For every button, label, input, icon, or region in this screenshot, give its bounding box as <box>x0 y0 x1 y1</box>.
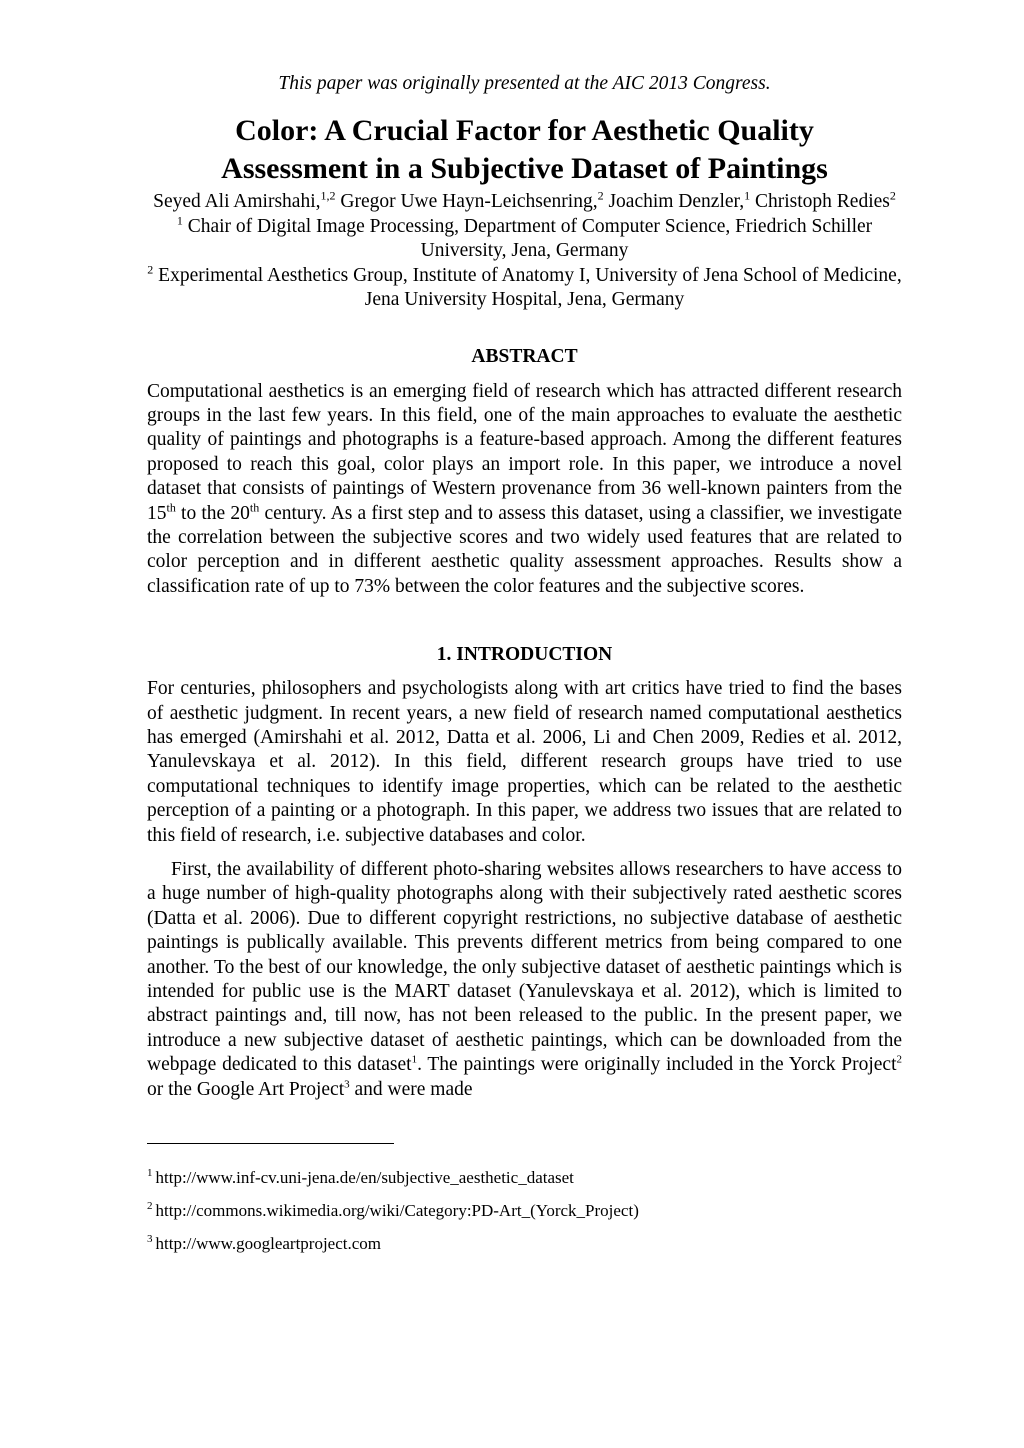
abstract-text: to the 20 <box>175 502 250 524</box>
author-name: Gregor Uwe Hayn-Leichsenring, <box>340 191 598 212</box>
author-affiliation-mark: 1,2 <box>320 188 336 203</box>
abstract-text: Computational aesthetics is an emerging field of research which has attracted different research groups in the last few years. In this field, one of the main approaches to evaluate the aesthetic quality of paintings and photographs is a feature-based approach. Among the different features proposed to reach this goal, color plays an import role. In this paper, we introduce a novel dataset that consists of paintings of Western provenance from 36 well-known painters from the 15 <box>147 380 902 524</box>
affiliation-text: Experimental Aesthetics Group, Institute of Anatomy I, University of Jena School of Medicine, Jena University Hospital, Jena, Germany <box>158 264 902 310</box>
footnote-reference: 1 <box>411 1053 418 1066</box>
footnote-1 <box>147 1168 902 1188</box>
footnote-url[interactable]: http://www.googleartproject.com <box>155 1234 382 1254</box>
affiliation-mark: 1 <box>176 213 183 227</box>
author-name: Joachim Denzler, <box>608 191 745 212</box>
footnote-reference: 2 <box>896 1053 903 1066</box>
affiliation-text: Chair of Digital Image Processing, Department of Computer Science, Friedrich Schiller University, Jena, Germany <box>187 215 873 261</box>
footnote-mark: 3 <box>147 1233 153 1246</box>
footnote-3 <box>147 1234 902 1254</box>
abstract-text: century. As a first step and to assess this dataset, using a classifier, we investigate the correlation between the subjective scores and two widely used features that are related to color perception and in different aesthetic quality assessment approaches. Results show a classification rate of up to 73% between the color features and the subjective scores. <box>147 502 902 597</box>
abstract-heading: ABSTRACT <box>471 345 578 367</box>
abstract-paragraph <box>147 380 902 600</box>
paragraph-text: First, the availability of different photo-sharing websites allows researchers to have access to a huge number of high-quality photographs along with their subjectively rated aesthetic scores (Datta et al. 2006). Due to different copyright restrictions, no subjective database of aesthetic paintings is publically available. This prevents different metrics from being compared to one another. To the best of our knowledge, the only subjective dataset of aesthetic paintings which is intended for public use is the MART dataset (Yanulevskaya et al. 2012), which is limited to abstract paintings and, till now, has not been released to the public. In the present paper, we introduce a new subjective dataset of aesthetic paintings, which can be downloaded from the webpage dedicated to this dataset <box>147 859 902 1076</box>
affiliation-mark: 2 <box>147 262 154 276</box>
footnote-divider <box>147 1143 394 1144</box>
footnote-reference: 3 <box>344 1078 350 1091</box>
title-line-1: Color: A Crucial Factor for Aesthetic Quality <box>235 114 814 147</box>
footnote-url[interactable]: http://www.inf-cv.uni-jena.de/en/subjective_aesthetic_dataset <box>155 1168 574 1188</box>
introduction-paragraph-2 <box>147 858 902 1102</box>
author-name: Christoph Redies <box>755 191 890 212</box>
paper-title <box>147 112 902 188</box>
paragraph-text: . The paintings were originally included in the Yorck Project <box>417 1054 897 1076</box>
paper-page <box>147 70 902 1254</box>
superscript: th <box>166 500 176 515</box>
author-affiliation-mark: 2 <box>889 188 896 203</box>
author-affiliation-mark: 2 <box>597 188 604 203</box>
author-list <box>147 190 902 215</box>
author-affiliation-mark: 1 <box>744 188 751 203</box>
author-name: Seyed Ali Amirshahi, <box>153 191 321 212</box>
introduction-paragraph-1: For centuries, philosophers and psychologists along with art critics have tried to find the bases of aesthetic judgment. In recent years, a new field of research named computational aesthetics has emerged (Amirshahi et al. 2012, Datta et al. 2006, Li and Chen 2009, Redies et al. 2012, Yanulevskaya et al. 2012). In this field, different research groups have tried to use computational techniques to identify image properties, which can be related to the aesthetic perception of a painting or a photograph. In this paper, we address two issues that are related to this field of research, i.e. subjective databases and color. <box>147 678 902 846</box>
title-line-2: Assessment in a Subjective Dataset of Paintings <box>221 152 828 185</box>
footnote-2 <box>147 1201 902 1221</box>
paragraph-text: and were made <box>349 1078 473 1100</box>
introduction-heading: 1. INTRODUCTION <box>436 644 613 666</box>
paragraph-text: or the Google Art Project <box>147 1078 345 1100</box>
affiliation-1 <box>147 215 902 264</box>
header-note: This paper was originally presented at the AIC 2013 Congress. <box>278 73 771 94</box>
footnote-mark: 1 <box>147 1167 153 1180</box>
superscript: th <box>249 500 260 515</box>
footnote-url[interactable]: http://commons.wikimedia.org/wiki/Category:PD-Art_(Yorck_Project) <box>155 1201 639 1221</box>
affiliation-2 <box>147 264 902 313</box>
footnote-mark: 2 <box>147 1200 153 1213</box>
